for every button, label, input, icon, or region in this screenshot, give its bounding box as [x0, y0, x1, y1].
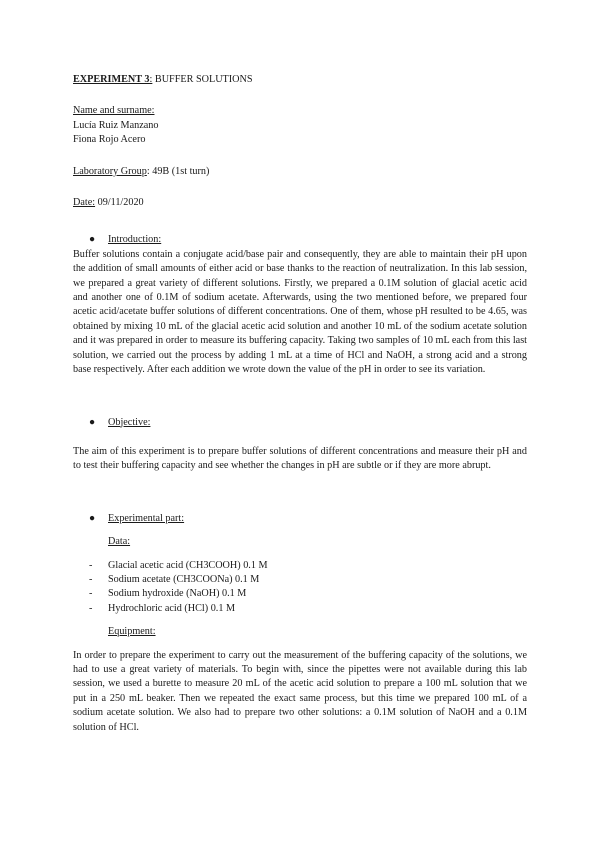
- equipment-heading: [73, 625, 527, 639]
- date-label: Date:: [73, 197, 96, 209]
- document-title: [73, 73, 527, 87]
- author-name-1: Lucía Ruiz Manzano: [73, 119, 159, 131]
- name-label: Name and surname:: [73, 105, 155, 117]
- lab-group: [73, 165, 527, 179]
- introduction-heading: [73, 233, 527, 247]
- data-list: [73, 559, 527, 617]
- list-item-text: Sodium hydroxide (NaOH) 0.1 M: [108, 588, 247, 600]
- introduction-body: Buffer solutions contain a conjugate acid/base pair and consequently, they are able to maintain their pH upon the addition of small amounts of either acid or base thanks to the reaction of neutralization. In this lab session, we prepared a great variety of different solutions. Firstly, we prepared a 0.1M solution of glacial acetic acid and another one of 0.1M of sodium acetate. Afterwards, using the two mentioned before, we prepared four acetic acid/acetate buffer solutions of different concentrations. One of them, whose pH resulted to be 4.65, was obtained by mixing 10 mL of the glacial acetic acid solution and another 10 mL of the sodium acetate solution and it was prepared in order to measure its buffering capacity. Taking two samples of 10 mL each from this last solution, we carried out the process by adding 1 mL at a time of HCl and NaOH, a strong acid and a strong base respectively. After each addition we wrote down the value of the pH in order to see its variation.: [73, 248, 527, 376]
- list-item: [73, 573, 527, 587]
- list-item-text: Sodium acetate (CH3COONa) 0.1 M: [108, 573, 260, 585]
- list-item: [73, 602, 527, 616]
- introduction-heading-text: Introduction:: [108, 234, 162, 246]
- experiment-colon: :: [149, 74, 153, 85]
- dash-icon: -: [89, 588, 93, 600]
- bullet-icon: ●: [89, 512, 96, 524]
- author-name-2: Fiona Rojo Acero: [73, 134, 146, 146]
- dash-icon: -: [89, 559, 93, 571]
- list-item: [73, 559, 527, 573]
- dash-icon: -: [89, 602, 93, 614]
- document-page: [73, 73, 527, 735]
- objective-heading-text: Objective:: [108, 416, 151, 428]
- bullet-icon: ●: [89, 416, 96, 428]
- data-heading-text: Data:: [108, 536, 131, 548]
- equipment-heading-text: Equipment:: [108, 626, 156, 638]
- objective-heading: [73, 416, 527, 430]
- experimental-heading: [73, 512, 527, 526]
- data-heading: [73, 535, 527, 549]
- dash-icon: -: [89, 573, 93, 585]
- list-item: [73, 587, 527, 601]
- group-label: Laboratory Group: [73, 165, 147, 177]
- date-line: [73, 196, 527, 210]
- date-value: 09/11/2020: [95, 197, 144, 209]
- list-item-text: Hydrochloric acid (HCl) 0.1 M: [108, 602, 236, 614]
- list-item-text: Glacial acetic acid (CH3COOH) 0.1 M: [108, 559, 268, 571]
- group-value: : 49B (1st turn): [146, 165, 210, 177]
- experiment-label: EXPERIMENT 3: [73, 74, 150, 85]
- equipment-body: In order to prepare the experiment to carry out the measurement of the buffering capacity of the solutions, we had to use a great variety of materials. To begin with, since the pipettes were not available during this lab session, we used a burette to measure 20 mL of the acetic acid solution to prepare a 100 mL solution that we put in a 250 mL beaker. Then we repeated the exact same process, but this time we prepared 100 mL of a sodium acetate solution. We also had to prepare two other solutions: a 0.1M solution of NaOH and a 0.1M solution of HCl.: [73, 649, 527, 733]
- bullet-icon: ●: [89, 234, 96, 246]
- objective-body: The aim of this experiment is to prepare buffer solutions of different concentrations and measure their pH and to test their buffering capacity and see whether the changes in pH are subtle or if they are more abrupt.: [73, 445, 527, 472]
- experiment-title: BUFFER SOLUTIONS: [152, 74, 253, 85]
- experimental-heading-text: Experimental part:: [108, 512, 185, 524]
